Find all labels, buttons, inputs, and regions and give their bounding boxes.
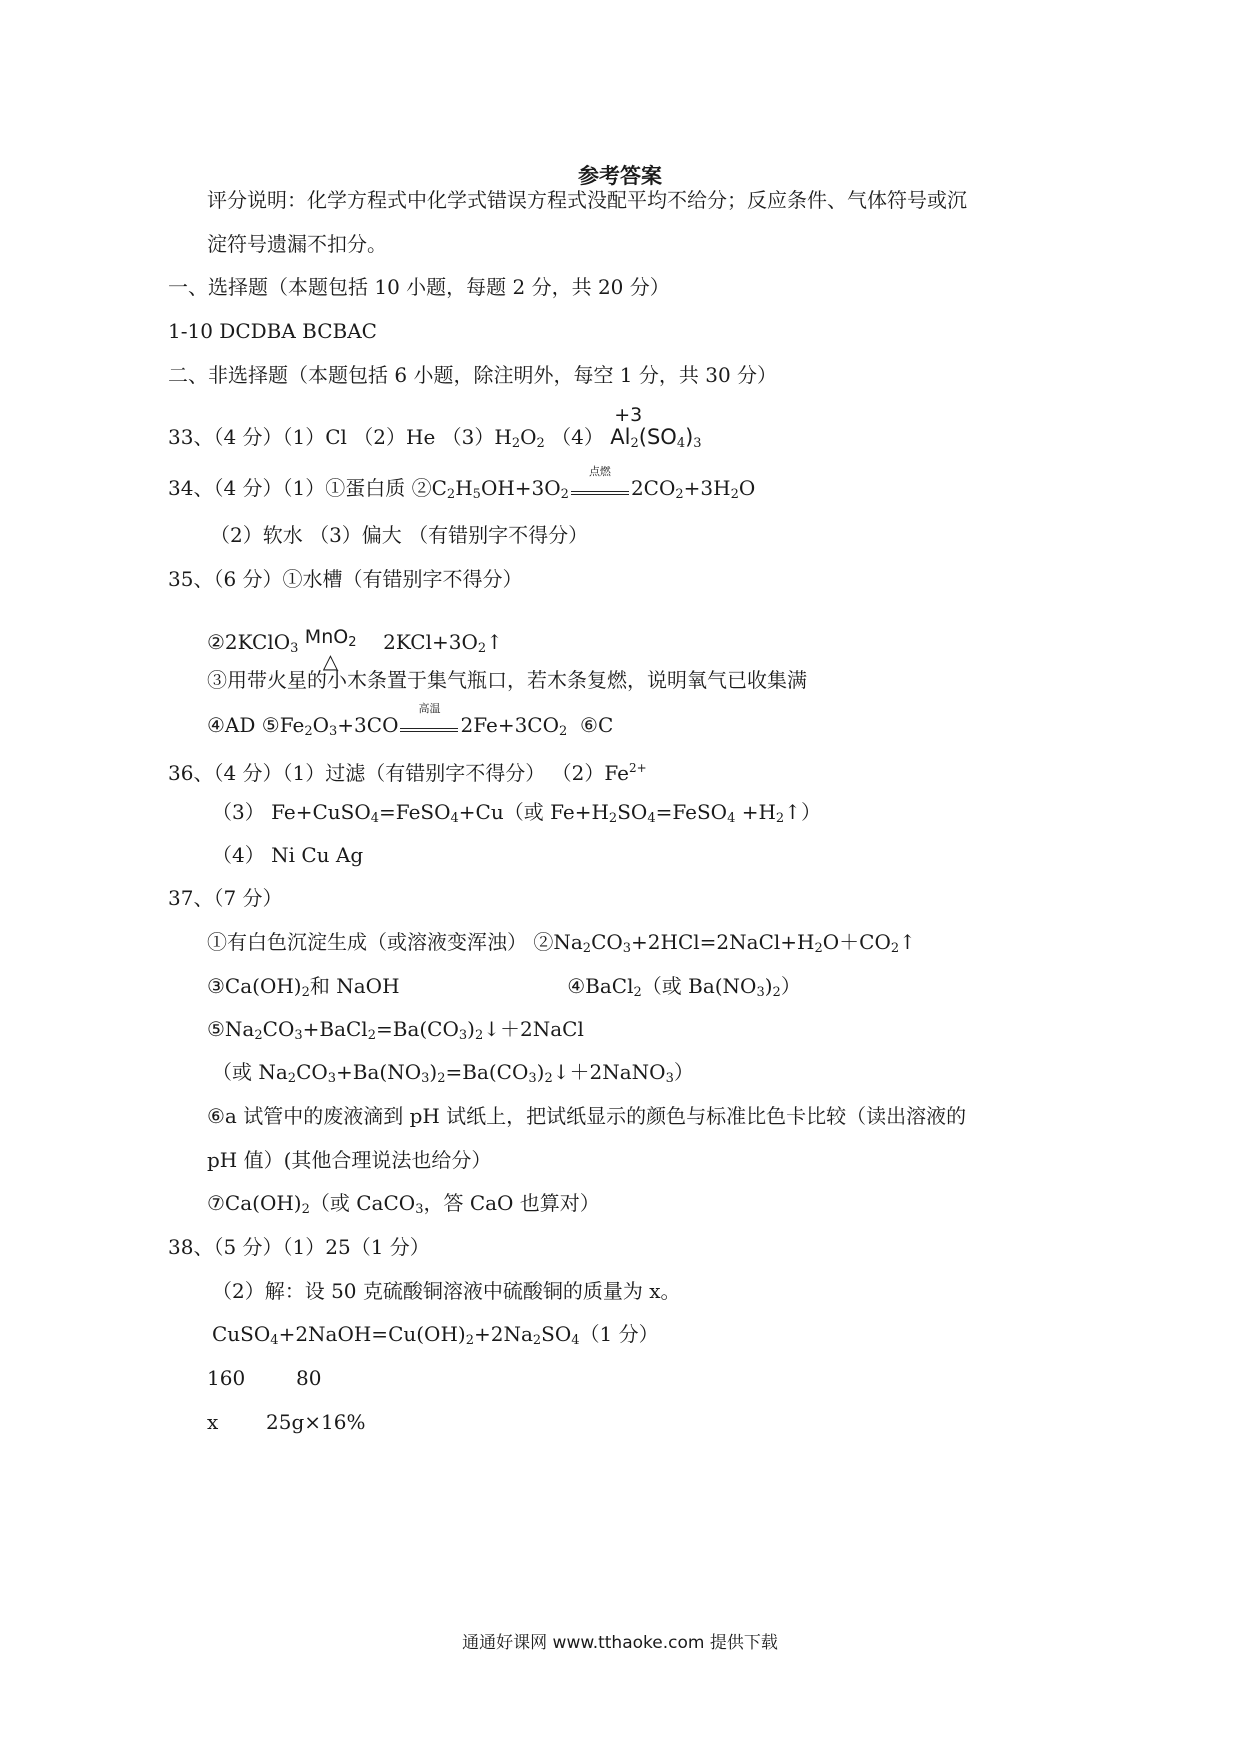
q37-answer-line3: $⑤Na_2CO_3+BaCl_2=Ba(CO_3)_2↓+2NaCl$ bbox=[207, 1017, 584, 1043]
q37-answer-line7: $⑦Ca(OH)_2$（或 CaCO$_3$，答 CaO 也算对） bbox=[207, 1191, 600, 1217]
q34-answer-line1: 34、（4 分）（1）①蛋白质 $②C_2H_5OH+3O_2$ 点燃 $2CO_2+3H_2O$ bbox=[168, 465, 756, 502]
q38-unknown-x: x bbox=[207, 1410, 219, 1434]
q38-molar-mass-80: 80 bbox=[296, 1366, 322, 1390]
heat-symbol: △ bbox=[322, 649, 339, 673]
q38-equation: $CuSO_4+2NaOH=Cu(OH)_2+2Na_2SO_4(1$ 分） bbox=[212, 1322, 659, 1348]
page-title: 参考答案 bbox=[578, 163, 662, 188]
q35-answer-line1: 35、（6 分）①水槽（有错别字不得分） bbox=[168, 567, 523, 591]
reaction-condition-2: 高温 bbox=[400, 716, 458, 732]
q36-answer-line2: （3） Fe+CuSO$_4$=FeSO$_4$+Cu（或 $Fe+H_2SO_4=FeSO_4$ $+H_2↑$） bbox=[212, 800, 821, 826]
scoring-note-line1: 评分说明：化学方程式中化学式错误方程式没配平均不给分；反应条件、气体符号或沉 bbox=[207, 188, 967, 212]
q37-answer-line6: pH 值）(其他合理说法也给分） bbox=[207, 1148, 492, 1172]
q38-answer-line1: 38、（5 分）（1）25（1 分） bbox=[168, 1235, 430, 1259]
reaction-condition: 点燃 bbox=[571, 479, 629, 495]
q33-formula: +3 $Al_2(SO_4)_3$ bbox=[610, 404, 702, 451]
scoring-note-line2: 淀符号遗漏不扣分。 bbox=[207, 232, 387, 256]
q37-answer-line2: $③Ca(OH)_2$和 NaOH ④BaCl$_2$（或 $Ba(NO_3)_2$） bbox=[207, 974, 801, 1000]
q36-answer-line1: 36、（4 分）（1）过滤（有错别字不得分） $(2)Fe^{2+}$ bbox=[168, 761, 647, 785]
q34-answer-line2: （2）软水 （3）偏大 （有错别字不得分） bbox=[210, 523, 589, 547]
q37-answer-line4: （或 $Na_2CO_3+Ba(NO_3)_2=Ba(CO_3)_2↓+2NaNO_3$） bbox=[212, 1060, 694, 1086]
q35-answer-line3: ③用带火星的小木条置于集气瓶口，若木条复燃，说明氧气已收集满 bbox=[207, 668, 807, 692]
q37-answer-line1: ①有白色沉淀生成（或溶液变浑浊） $②Na_2CO_3+2HCl=2NaCl+H_2O+CO_2↑$ bbox=[207, 930, 916, 956]
catalyst-label: MnO$_2$ bbox=[304, 626, 357, 650]
footer-source: 通通好课网 www.tthaoke.com 提供下载 bbox=[462, 1633, 778, 1653]
section2-header: 二、非选择题（本题包括 6 小题，除注明外，每空 1 分，共 30 分） bbox=[168, 363, 778, 387]
q35-answer-line4: ④AD $⑤Fe_2O_3+3CO$ 高温 $2Fe+3CO_2$ ⑥C bbox=[207, 702, 614, 739]
q38-molar-mass-160: 160 bbox=[207, 1366, 246, 1390]
q38-answer-line2: （2）解：设 50 克硫酸铜溶液中硫酸铜的质量为 x。 bbox=[212, 1279, 681, 1303]
q37-header: 37、（7 分） bbox=[168, 886, 283, 910]
section1-answers: 1-10 DCDBA BCBAC bbox=[168, 319, 377, 343]
q37-answer-line5: ⑥a 试管中的废液滴到 pH 试纸上，把试纸显示的颜色与标准比色卡比较（读出溶液的 bbox=[207, 1104, 967, 1128]
q36-answer-line3: （4） Ni Cu Ag bbox=[212, 843, 364, 867]
q35-answer-line2: ②2KClO$_3$ MnO$_2$ △ $2KCl+3O_2↑$ bbox=[207, 628, 503, 663]
q38-mass-expression: 25g×16% bbox=[266, 1410, 366, 1434]
q33-answer: 33、（4 分）（1）Cl （2）He $(3)H_2O_2$ （4） +3 $Al_2(SO_4)_3$ bbox=[168, 423, 702, 458]
section1-header: 一、选择题（本题包括 10 小题，每题 2 分，共 20 分） bbox=[168, 275, 670, 299]
